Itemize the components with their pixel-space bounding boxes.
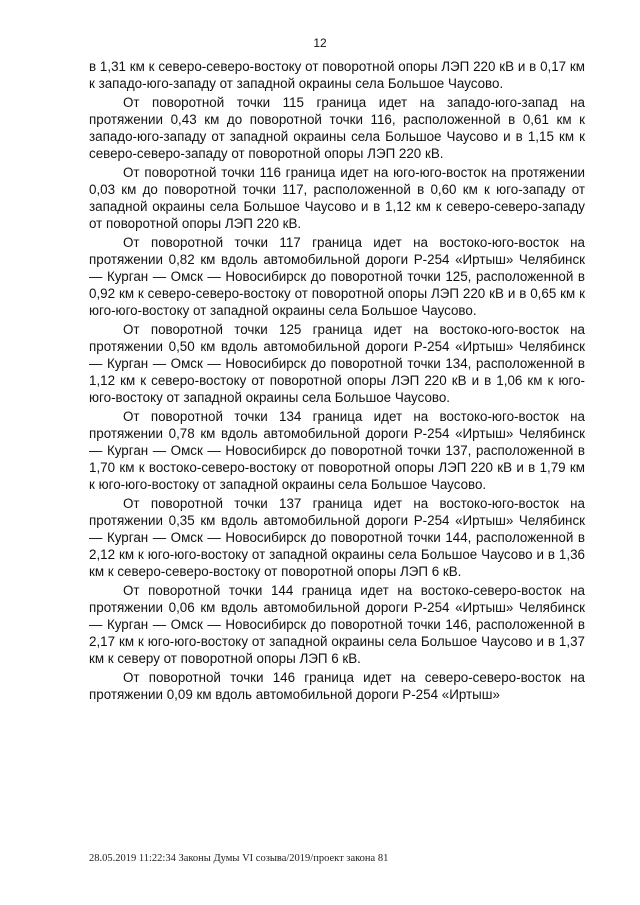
paragraph: От поворотной точки 144 граница идет на востоко-северо-восток на протяжении 0,06 км вдоль автомобильной дороги Р-254 «Иртыш» Челябинск — Курган — Омск — Новосибирск до поворотной точки 146, расположенной в 2,17 км к юго-юго-востоку от западной окраины села Большое Чаусово и в 1,37 км к северу от поворотной опоры ЛЭП 6 кВ.: [89, 583, 585, 666]
paragraph: От поворотной точки 125 граница идет на востоко-юго-восток на протяжении 0,50 км вдоль автомобильной дороги Р-254 «Иртыш» Челябинск — Курган — Омск — Новосибирск до поворотной точки 134, расположенной в 1,12 км к северо-востоку от поворотной опоры ЛЭП 220 кВ и в 1,06 км к юго-юго-востоку от западной окраины села Большое Чаусово.: [89, 322, 585, 405]
paragraph: в 1,31 км к северо-северо-востоку от поворотной опоры ЛЭП 220 кВ и в 0,17 км к западо-юго-западу от западной окраины села Большое Чаусово.: [89, 59, 585, 91]
paragraph: От поворотной точки 115 граница идет на западо-юго-запад на протяжении 0,43 км до поворотной точки 116, расположенной в 0,61 км к западо-юго-западу от западной окраины села Большое Чаусово и в 1,15 км к северо-северо-западу от поворотной опоры ЛЭП 220 кВ.: [89, 95, 585, 161]
footer-stamp: 28.05.2019 11:22:34 Законы Думы VI созыва/2019/проект закона 81: [89, 853, 389, 864]
page-number: 12: [313, 36, 327, 50]
document-body: [89, 58, 585, 705]
paragraph: От поворотной точки 134 граница идет на востоко-юго-восток на протяжении 0,78 км вдоль автомобильной дороги Р-254 «Иртыш» Челябинск — Курган — Омск — Новосибирск до поворотной точки 137, расположенной в 1,70 км к востоко-северо-востоку от поворотной опоры ЛЭП 220 кВ и в 1,79 км к юго-юго-востоку от западной окраины села Большое Чаусово.: [89, 409, 585, 492]
paragraph: От поворотной точки 137 граница идет на востоко-юго-восток на протяжении 0,35 км вдоль автомобильной дороги Р-254 «Иртыш» Челябинск — Курган — Омск — Новосибирск до поворотной точки 144, расположенной в 2,12 км к юго-юго-востоку от западной окраины села Большое Чаусово и в 1,36 км к северо-северо-востоку от поворотной опоры ЛЭП 6 кВ.: [89, 496, 585, 579]
paragraph: От поворотной точки 116 граница идет на юго-юго-восток на протяжении 0,03 км до поворотной точки 117, расположенной в 0,60 км к юго-западу от западной окраины села Большое Чаусово и в 1,12 км к северо-северо-западу от поворотной опоры ЛЭП 220 кВ.: [89, 165, 585, 231]
paragraph: От поворотной точки 117 граница идет на востоко-юго-восток на протяжении 0,82 км вдоль автомобильной дороги Р-254 «Иртыш» Челябинск — Курган — Омск — Новосибирск до поворотной точки 125, расположенной в 0,92 км к северо-северо-востоку от поворотной опоры ЛЭП 220 кВ и в 0,65 км к юго-юго-востоку от западной окраины села Большое Чаусово.: [89, 235, 585, 318]
paragraph: От поворотной точки 146 граница идет на северо-северо-восток на протяжении 0,09 км вдоль автомобильной дороги Р-254 «Иртыш»: [89, 670, 585, 702]
